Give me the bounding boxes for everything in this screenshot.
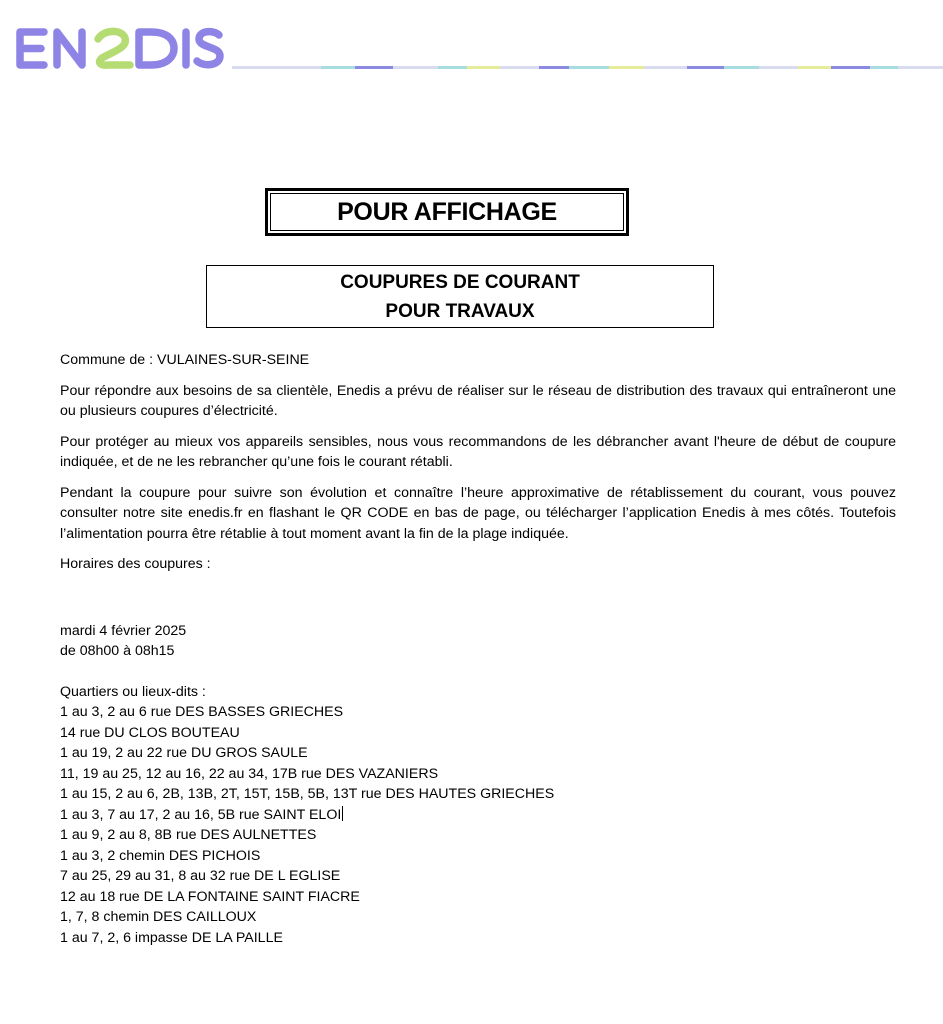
quartiers-label: Quartiers ou lieux-dits :	[60, 683, 206, 700]
address-item: 1 au 7, 2, 6 impasse DE LA PAILLE	[60, 929, 283, 946]
address-item: 1 au 15, 2 au 6, 2B, 13B, 2T, 15T, 15B, 5B, 13T rue DES HAUTES GRIECHES	[60, 786, 555, 802]
address-item: 14 rue DU CLOS BOUTEAU	[60, 724, 240, 741]
page-header	[0, 0, 943, 90]
outage-time-range: de 08h00 à 08h15	[60, 643, 175, 659]
address-item: 7 au 25, 29 au 31, 8 au 32 rue DE L EGLISE	[60, 868, 341, 884]
enedis-logo	[12, 22, 226, 72]
text-cursor	[342, 806, 343, 821]
subtitle-line-2: POUR TRAVAUX	[385, 300, 535, 322]
title-box	[265, 188, 629, 236]
address-list	[60, 702, 896, 948]
address-item: 1 au 9, 2 au 8, 8B rue DES AULNETTES	[60, 827, 317, 843]
address-item: 1, 7, 8 chemin DES CAILLOUX	[60, 909, 257, 925]
notice-body	[60, 350, 896, 948]
subtitle-box	[206, 265, 714, 328]
page-title: POUR AFFICHAGE	[270, 193, 624, 231]
header-decorative-line	[232, 66, 943, 69]
address-item: 1 au 3, 2 chemin DES PICHOIS	[60, 847, 261, 864]
subtitle-line-1: COUPURES DE COURANT	[340, 271, 580, 293]
address-item: 1 au 3, 2 au 6 rue DES BASSES GRIECHES	[60, 704, 344, 720]
address-item: 12 au 18 rue DE LA FONTAINE SAINT FIACRE	[60, 888, 360, 905]
address-item: 1 au 19, 2 au 22 rue DU GROS SAULE	[60, 745, 308, 761]
outage-date: mardi 4 février 2025	[60, 622, 187, 639]
schedule-label: Horaires des coupures :	[60, 556, 211, 572]
paragraph-intro: Pour répondre aux besoins de sa clientèle, Enedis a prévu de réaliser sur le réseau de distribution des travaux qui entraîneront une ou plusieurs coupures d’électricité.	[60, 382, 896, 419]
address-item-with-cursor	[60, 805, 896, 826]
commune-line: Commune de : VULAINES-SUR-SEINE	[60, 352, 310, 368]
address-item: 11, 19 au 25, 12 au 16, 22 au 34, 17B rue DES VAZANIERS	[60, 765, 439, 782]
address-item-text: 1 au 3, 7 au 17, 2 au 16, 5B rue SAINT ELOI	[60, 806, 342, 823]
paragraph-tracking: Pendant la coupure pour suivre son évolution et connaître l’heure approximative de rétablissement du courant, vous pouvez consulter notre site enedis.fr en flashant le QR CODE en bas de page, ou télécharger l’application Enedis à mes côtés. Toutefois l’alimentation pourra être rétablie à tout moment avant la fin de la plage indiquée.	[60, 484, 896, 542]
paragraph-protection: Pour protéger au mieux vos appareils sensibles, nous vous recommandons de les débrancher avant l'heure de début de coupure indiquée, et de ne les rebrancher qu’une fois le courant rétabli.	[60, 433, 896, 470]
